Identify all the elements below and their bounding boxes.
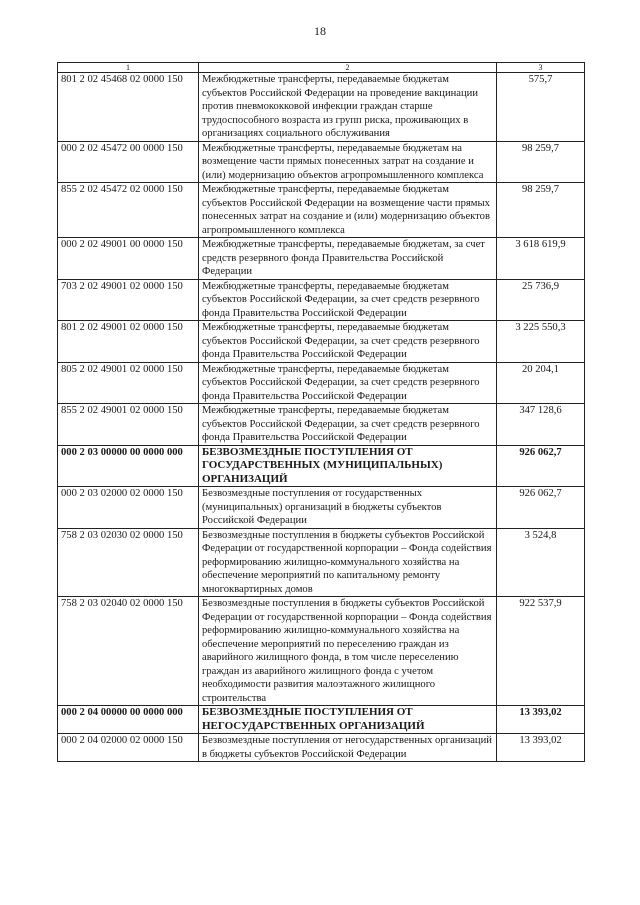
row-amount: 98 259,7: [497, 183, 585, 238]
row-description: БЕЗВОЗМЕЗДНЫЕ ПОСТУПЛЕНИЯ ОТ НЕГОСУДАРСТВЕННЫХ ОРГАНИЗАЦИЙ: [199, 706, 497, 734]
table-row: [58, 321, 585, 363]
row-description: Межбюджетные трансферты, передаваемые бюджетам субъектов Российской Федерации, за счет средств резервного фонда Правительства Российской Федерации: [199, 321, 497, 363]
column-number-3: 3: [497, 63, 585, 73]
column-number-row: [58, 63, 585, 73]
row-amount: 347 128,6: [497, 404, 585, 446]
row-description: Межбюджетные трансферты, передаваемые бюджетам субъектов Российской Федерации, за счет средств резервного фонда Правительства Российской Федерации: [199, 279, 497, 321]
row-amount: 13 393,02: [497, 706, 585, 734]
row-amount: 3 618 619,9: [497, 238, 585, 280]
row-amount: 3 524,8: [497, 528, 585, 597]
row-description: БЕЗВОЗМЕЗДНЫЕ ПОСТУПЛЕНИЯ ОТ ГОСУДАРСТВЕННЫХ (МУНИЦИПАЛЬНЫХ) ОРГАНИЗАЦИЙ: [199, 445, 497, 487]
row-amount: 926 062,7: [497, 445, 585, 487]
row-description: Межбюджетные трансферты, передаваемые бюджетам, за счет средств резервного фонда Правительства Российской Федерации: [199, 238, 497, 280]
budget-code: 000 2 03 02000 02 0000 150: [58, 487, 199, 529]
row-description: Межбюджетные трансферты, передаваемые бюджетам субъектов Российской Федерации на возмещение части прямых понесенных затрат на создание и (или) модернизацию объектов агропромышленного комплекса: [199, 183, 497, 238]
table-row: [58, 706, 585, 734]
row-description: Безвозмездные поступления в бюджеты субъектов Российской Федерации от государственной корпорации – Фонда содействия реформированию жилищно-коммунального хозяйства на обеспечение мероприятий по капитальному ремонту многоквартирных домов: [199, 528, 497, 597]
row-amount: 13 393,02: [497, 734, 585, 762]
budget-code: 000 2 03 00000 00 0000 000: [58, 445, 199, 487]
table-body: [58, 73, 585, 762]
table-row: [58, 183, 585, 238]
budget-code: 000 2 02 45472 00 0000 150: [58, 141, 199, 183]
row-amount: 3 225 550,3: [497, 321, 585, 363]
row-description: Безвозмездные поступления в бюджеты субъектов Российской Федерации от государственной корпорации – Фонда содействия реформированию жилищно-коммунального хозяйства на обеспечение мероприятий по переселению граждан из аварийного жилищного фонда, в том числе переселению граждан из аварийного жилищного фонда с учетом необходимости развития малоэтажного жилищного строительства: [199, 597, 497, 706]
budget-code: 801 2 02 45468 02 0000 150: [58, 73, 199, 142]
table-row: [58, 597, 585, 706]
row-amount: 20 204,1: [497, 362, 585, 404]
row-amount: 25 736,9: [497, 279, 585, 321]
table-row: [58, 734, 585, 762]
row-description: Безвозмездные поступления от негосударственных организаций в бюджеты субъектов Российской Федерации: [199, 734, 497, 762]
table-row: [58, 528, 585, 597]
row-description: Межбюджетные трансферты, передаваемые бюджетам на возмещение части прямых понесенных затрат на создание и (или) модернизацию объектов агропромышленного комплекса: [199, 141, 497, 183]
row-amount: 922 537,9: [497, 597, 585, 706]
budget-code: 801 2 02 49001 02 0000 150: [58, 321, 199, 363]
table-row: [58, 487, 585, 529]
budget-table: [57, 62, 585, 762]
row-amount: 98 259,7: [497, 141, 585, 183]
row-description: Межбюджетные трансферты, передаваемые бюджетам субъектов Российской Федерации, за счет средств резервного фонда Правительства Российской Федерации: [199, 404, 497, 446]
row-amount: 575,7: [497, 73, 585, 142]
budget-code: 000 2 02 49001 00 0000 150: [58, 238, 199, 280]
table-row: [58, 141, 585, 183]
row-description: Межбюджетные трансферты, передаваемые бюджетам субъектов Российской Федерации, за счет средств резервного фонда Правительства Российской Федерации: [199, 362, 497, 404]
table-row: [58, 445, 585, 487]
table-row: [58, 73, 585, 142]
row-description: Межбюджетные трансферты, передаваемые бюджетам субъектов Российской Федерации на проведение вакцинации против пневмококковой инфекции граждан старше трудоспособного возраста из групп риска, проживающих в организациях социального обслуживания: [199, 73, 497, 142]
budget-code: 758 2 03 02030 02 0000 150: [58, 528, 199, 597]
budget-code: 855 2 02 49001 02 0000 150: [58, 404, 199, 446]
budget-code: 855 2 02 45472 02 0000 150: [58, 183, 199, 238]
budget-code: 805 2 02 49001 02 0000 150: [58, 362, 199, 404]
budget-code: 000 2 04 02000 02 0000 150: [58, 734, 199, 762]
page-number: 18: [314, 24, 326, 38]
column-number-1: 1: [58, 63, 199, 73]
row-description: Безвозмездные поступления от государственных (муниципальных) организаций в бюджеты субъектов Российской Федерации: [199, 487, 497, 529]
column-number-2: 2: [199, 63, 497, 73]
table-row: [58, 404, 585, 446]
table-row: [58, 238, 585, 280]
budget-code: 758 2 03 02040 02 0000 150: [58, 597, 199, 706]
budget-code: 703 2 02 49001 02 0000 150: [58, 279, 199, 321]
table-row: [58, 279, 585, 321]
table-row: [58, 362, 585, 404]
budget-code: 000 2 04 00000 00 0000 000: [58, 706, 199, 734]
row-amount: 926 062,7: [497, 487, 585, 529]
